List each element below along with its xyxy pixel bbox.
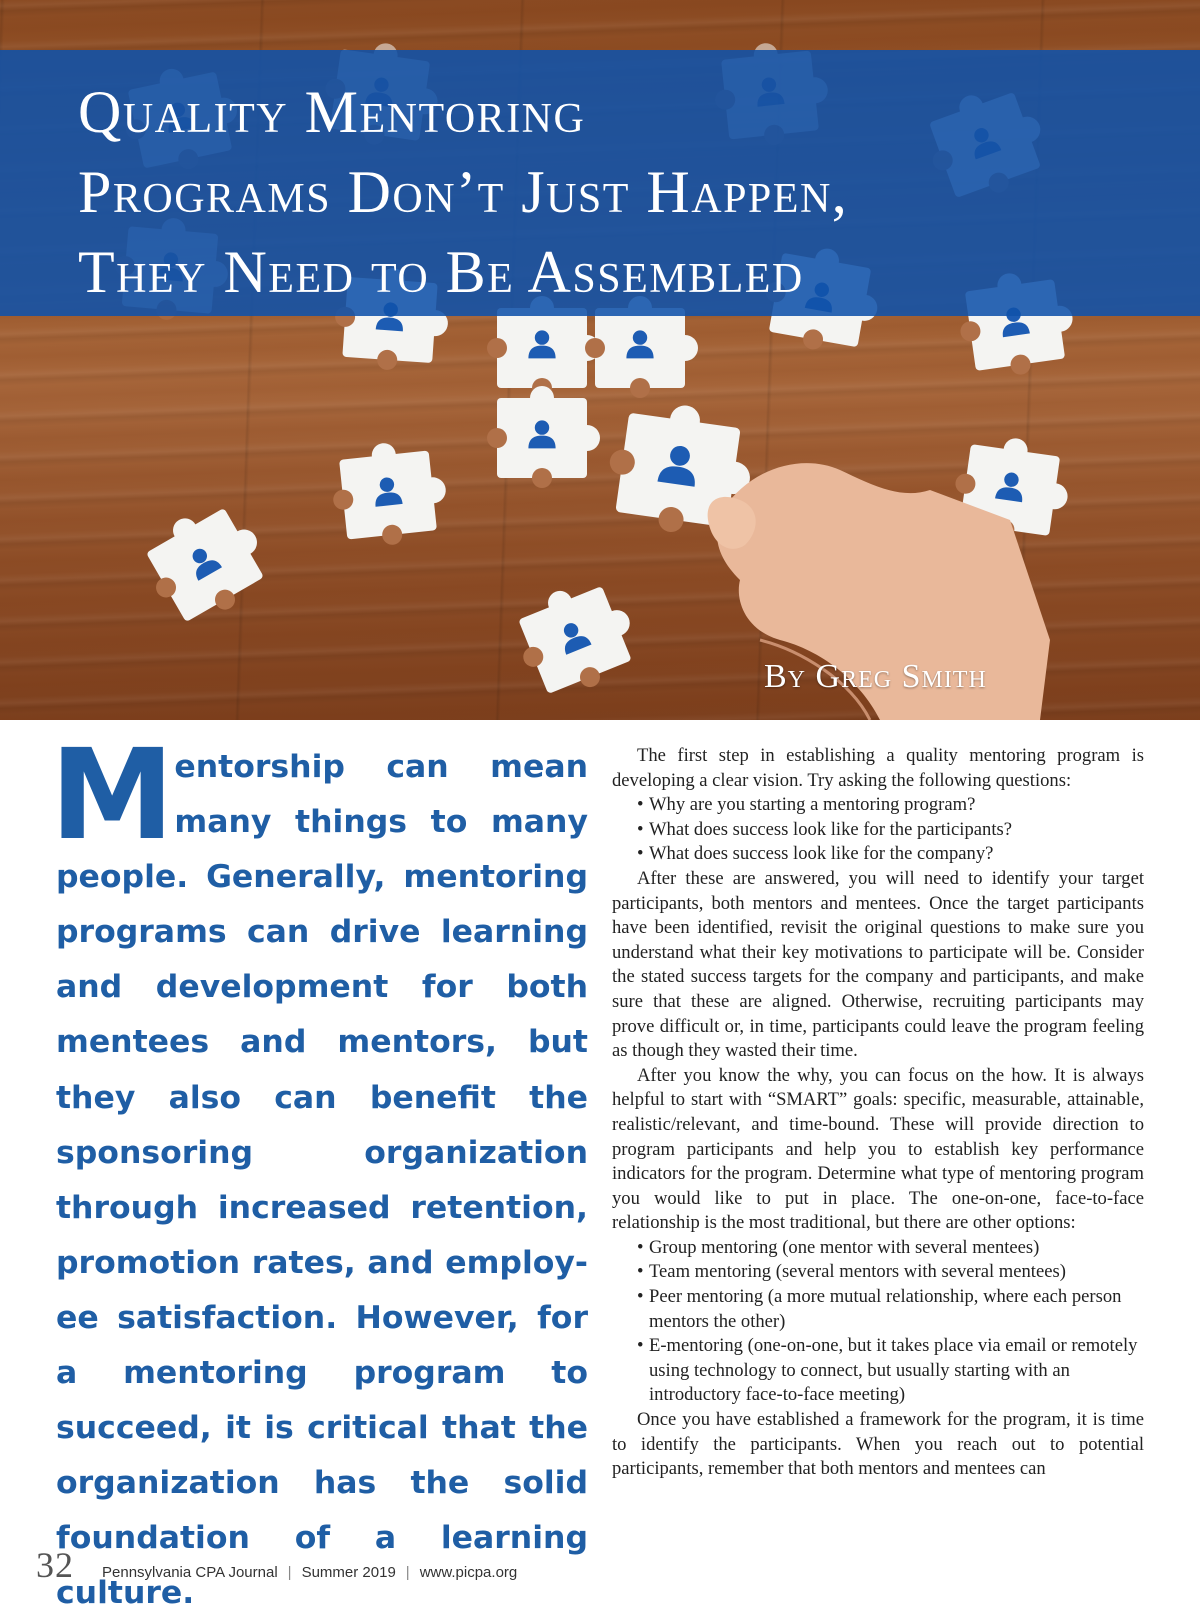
body-paragraph: After these are answered, you will need to identify your target participants, both mentors and mentees. Once the target participants have been identified, revisit the original questions to make sure you understand what their key motivations to participate will be. Consider the stated success targets for the company and participants, and make sure that these are aligned. Otherwise, recruiting participants may prove difficult or, in time, participants could leave the program feeling as though they wasted their time. (612, 867, 1144, 1062)
list-item: • What does success look like for the company? (637, 842, 1144, 867)
body-paragraph: After you know the why, you can focus on the how. It is always helpful to start with “SMART” goals: specific, measurable, attainable, realistic/relevant, and time-bound. These will provide direction to program participants and help you to establish key performance indicators for the program. Determine what type of mentoring program you would like to put in place. The one-on-one, face-to-face relationship is the most traditional, but there are other options: (612, 1064, 1144, 1234)
issue-date: Summer 2019 (301, 1564, 396, 1581)
list-item: • What does success look like for the participants? (637, 818, 1144, 843)
drop-cap: M (50, 723, 171, 868)
footer-divider: | (405, 1564, 410, 1581)
body-column (612, 744, 1144, 1482)
body-paragraph: Once you have established a framework for the program, it is time to identify the participants. When you reach out to potential participants, remember that both mentors and mentees can (612, 1409, 1144, 1480)
lead-text: entorship can mean many things to many people. Generally, mentoring programs can drive learning and development for both mentees and mentors, but they also can benefit the sponsoring organization through increased retention, promotion rates, and employee satisfaction. However, for a mentoring program to succeed, it is critical that the organization has the solid foundation of a learning culture. (56, 749, 588, 1612)
page-number: 32 (36, 1545, 74, 1585)
page-footer (36, 1544, 517, 1584)
questions-list (612, 793, 1144, 867)
title-line: Programs Don’t Just Happen, (78, 159, 849, 225)
hero-image (0, 0, 1200, 720)
list-item: • Why are you starting a mentoring program? (637, 793, 1144, 818)
title-line: They Need to Be Assembled (78, 239, 804, 305)
list-item: • Team mentoring (several mentors with several mentees) (637, 1260, 1144, 1285)
options-list (612, 1236, 1144, 1408)
list-item: • Peer mentoring (a more mutual relationship, where each person mentors the other) (637, 1285, 1144, 1334)
title-line: Quality Mentoring (78, 79, 586, 145)
website-link[interactable]: www.picpa.org (419, 1564, 518, 1581)
publication-name: Pennsylvania CPA Journal (102, 1564, 278, 1581)
list-item: • Group mentoring (one mentor with several mentees) (637, 1236, 1144, 1261)
byline: By Greg Smith (764, 658, 987, 695)
body-paragraph: The first step in establishing a quality mentoring program is developing a clear vision. Try asking the following questions: (612, 745, 1144, 791)
list-item: • E-mentoring (one-on-one, but it takes place via email or remotely using technology to connect, but usually starting with an introductory face-to-face meeting) (637, 1334, 1144, 1408)
article-title (78, 72, 1178, 312)
footer-divider: | (287, 1564, 292, 1581)
